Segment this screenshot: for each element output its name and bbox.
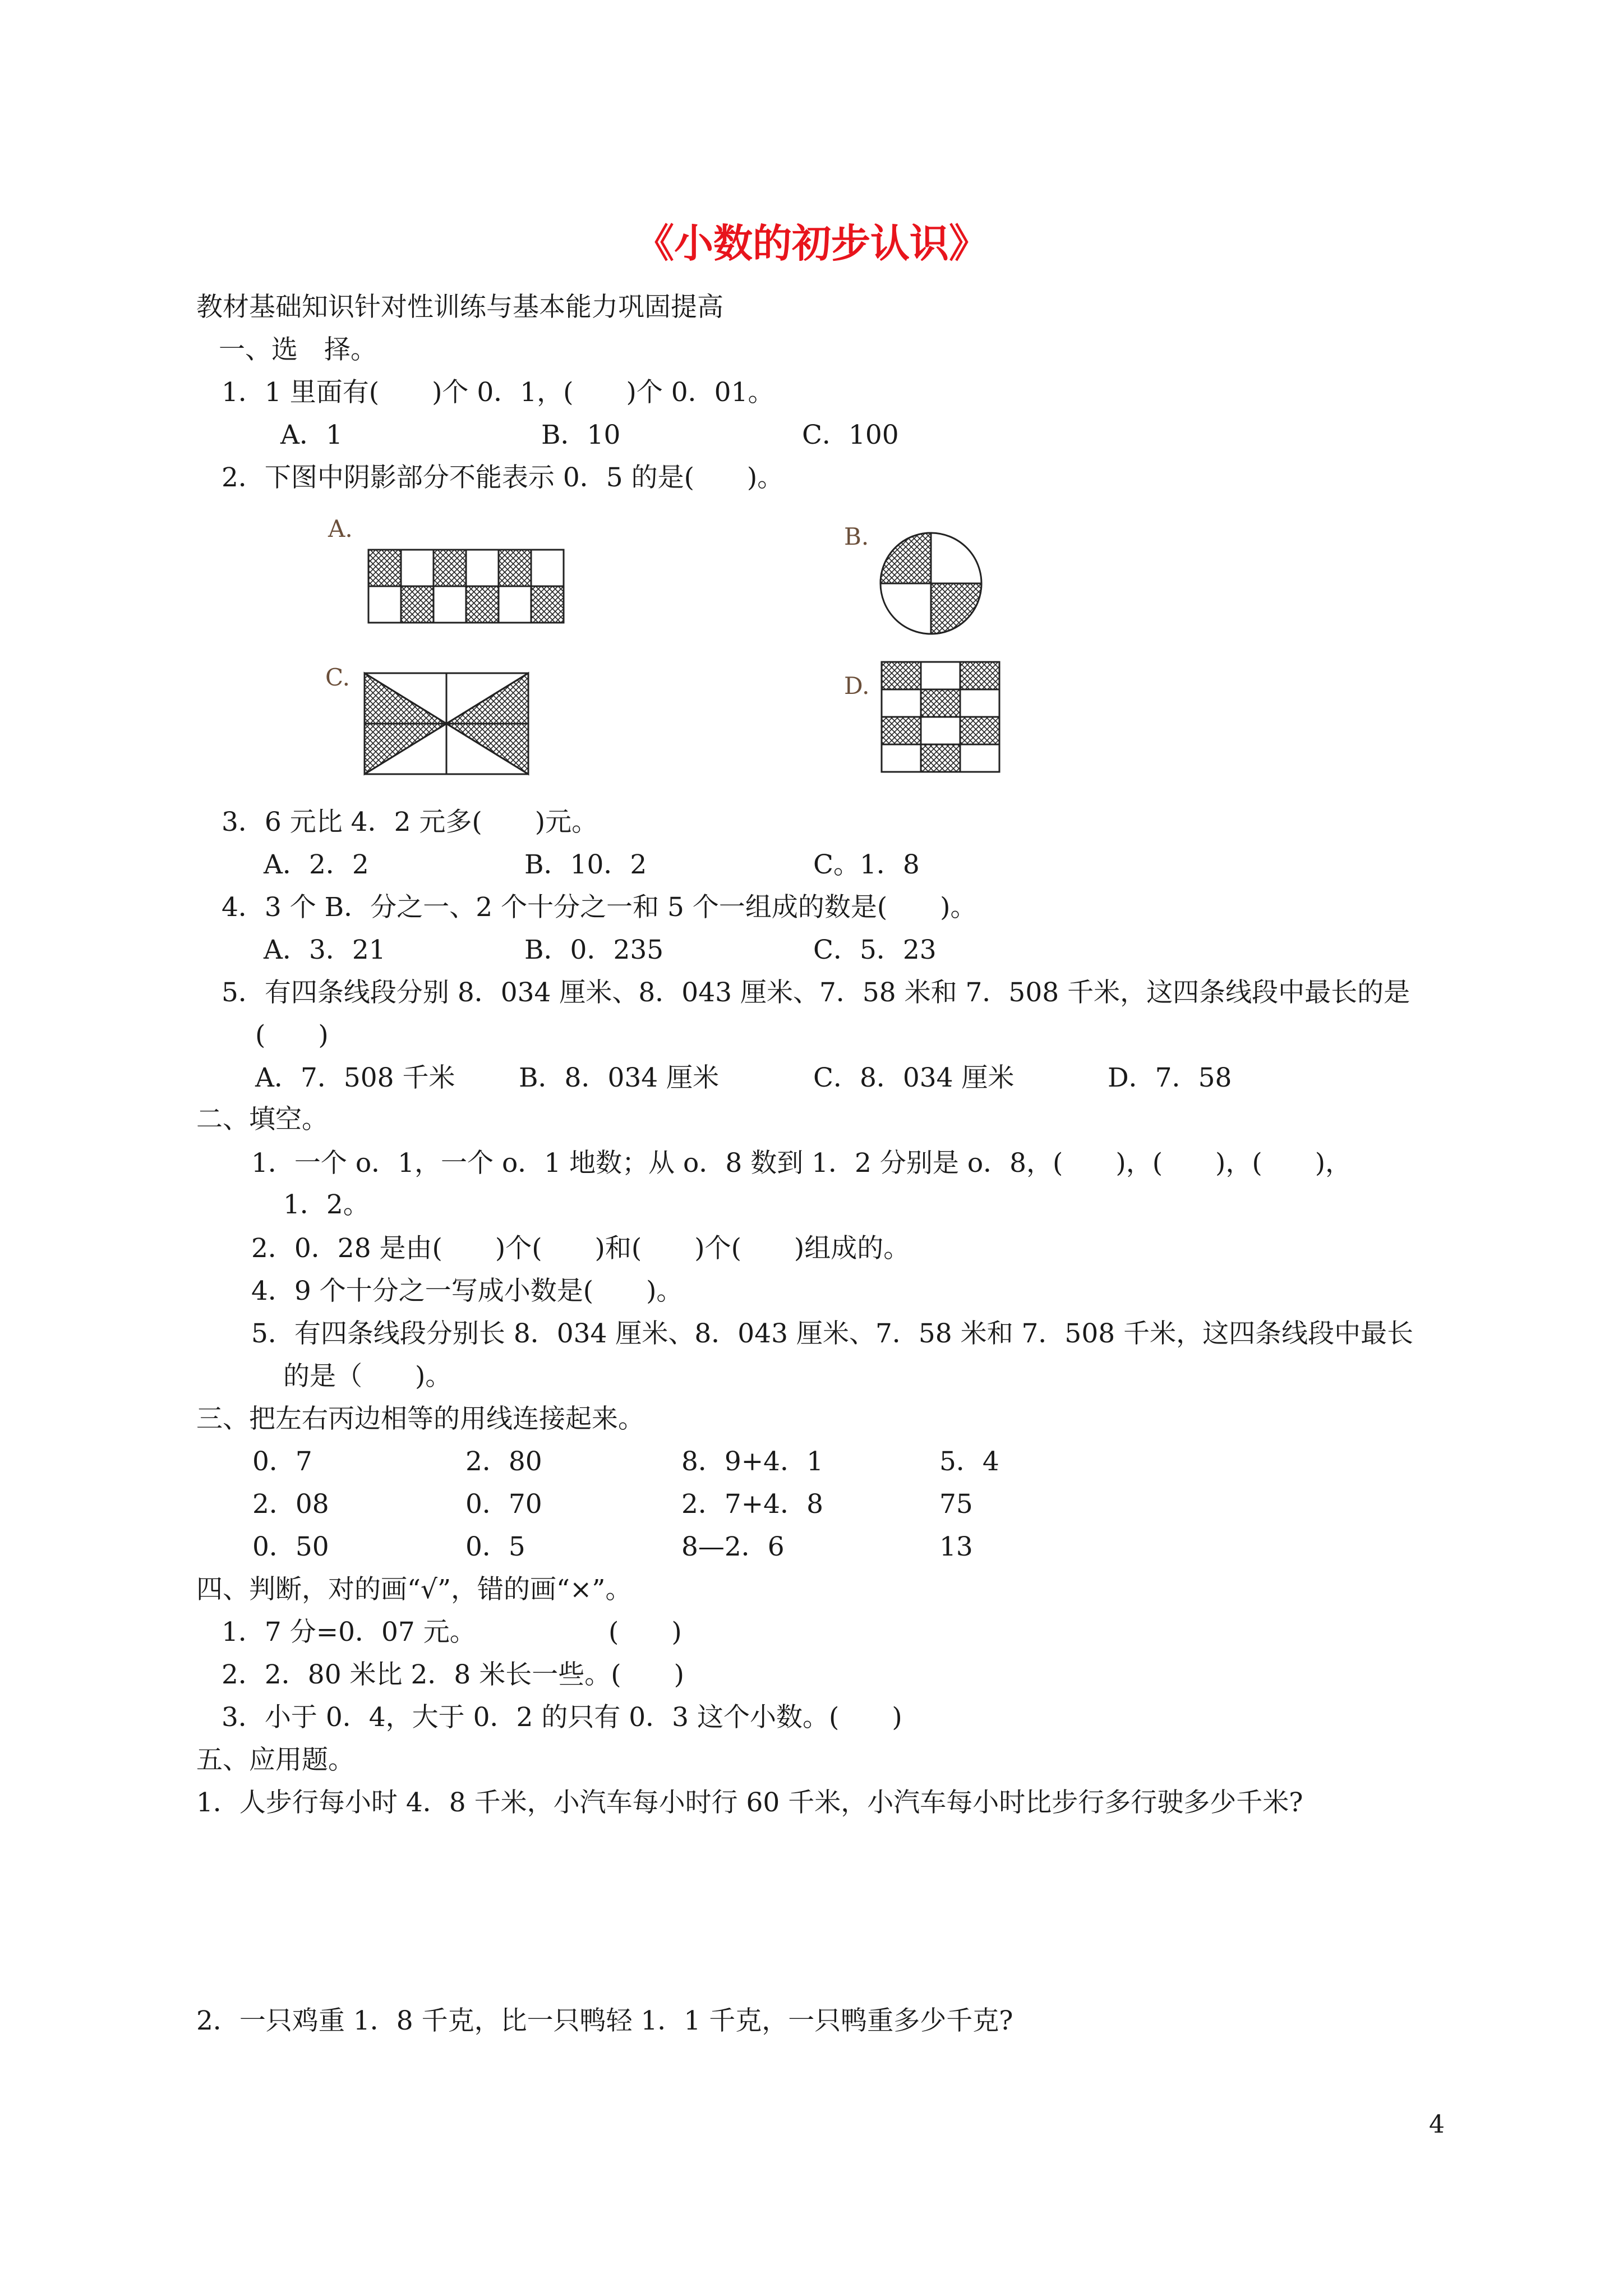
match-cell: 5．4 bbox=[939, 1446, 999, 1477]
question-5-blank: ( ) bbox=[255, 1020, 329, 1051]
figure-c bbox=[365, 673, 528, 774]
section1-heading: 一、选 择。 bbox=[219, 334, 377, 365]
match-cell: 0．5 bbox=[465, 1531, 525, 1562]
word-problem-1: 1．人步行每小时 4．8 千米，小汽车每小时行 60 千米，小汽车每小时比步行多行驶多少千米? bbox=[196, 1787, 1303, 1818]
section3-heading: 三、把左右丙边相等的用线连接起来。 bbox=[196, 1404, 644, 1434]
fill-item-1: 1．一个 o．1，一个 o．1 地数；从 o．8 数到 1．2 分别是 o．8，( )，( )，( )， bbox=[251, 1148, 1352, 1179]
question-1: 1．1 里面有( )个 0．1，( )个 0．01。 bbox=[222, 377, 774, 408]
q4-option-a: A．3．21 bbox=[264, 935, 386, 965]
match-cell: 2．80 bbox=[465, 1446, 542, 1477]
q3-option-c: C。1．8 bbox=[813, 849, 920, 880]
q5-option-d: D．7．58 bbox=[1108, 1062, 1232, 1093]
figure-c-label: C. bbox=[325, 664, 350, 691]
word-problem-2: 2．一只鸡重 1．8 千克，比一只鸭轻 1．1 千克，一只鸭重多少千克? bbox=[196, 2005, 1013, 2036]
match-cell: 13 bbox=[939, 1531, 973, 1562]
figure-b bbox=[880, 533, 981, 634]
fill-item-5: 5．有四条线段分别长 8．034 厘米、8．043 厘米、7．58 米和 7．508 千米，这四条线段中最长 bbox=[251, 1318, 1414, 1349]
q4-option-c: C．5．23 bbox=[813, 935, 937, 965]
section4-heading: 四、判断，对的画“√”，错的画“×”。 bbox=[196, 1574, 632, 1605]
page-title: 《小数的初步认识》 bbox=[635, 220, 988, 266]
question-5: 5．有四条线段分别 8．034 厘米、8．043 厘米、7．58 米和 7．508 千米，这四条线段中最长的是 bbox=[222, 977, 1410, 1008]
match-cell: 75 bbox=[939, 1489, 973, 1520]
match-cell: 0．50 bbox=[252, 1531, 329, 1562]
question-3: 3．6 元比 4．2 元多( )元。 bbox=[222, 807, 598, 838]
match-cell: 0．7 bbox=[252, 1446, 312, 1477]
q3-option-a: A．2．2 bbox=[264, 849, 369, 880]
q4-option-b: B．0．235 bbox=[524, 935, 664, 965]
match-cell: 2．7+4．8 bbox=[681, 1489, 823, 1520]
fill-item-2: 2．0．28 是由( )个( )和( )个( )组成的。 bbox=[251, 1233, 910, 1264]
figure-a bbox=[368, 550, 564, 623]
figures-svg bbox=[0, 0, 1623, 797]
match-cell: 8．9+4．1 bbox=[681, 1446, 823, 1477]
figure-a-label: A. bbox=[328, 515, 353, 542]
q5-option-c: C．8．034 厘米 bbox=[813, 1062, 1015, 1093]
page-number: 4 bbox=[1429, 2110, 1445, 2139]
q5-option-a: A．7．508 千米 bbox=[255, 1062, 455, 1093]
question-2: 2．下图中阴影部分不能表示 0．5 的是( )。 bbox=[222, 462, 784, 493]
q1-option-a: A．1 bbox=[280, 420, 343, 450]
fill-item-5-cont: 的是（ )。 bbox=[283, 1361, 452, 1392]
match-cell: 8—2．6 bbox=[681, 1531, 785, 1562]
judge-item-1: 1．7 分=0．07 元。 bbox=[222, 1617, 476, 1648]
q3-option-b: B．10．2 bbox=[524, 849, 647, 880]
match-cell: 0．70 bbox=[465, 1489, 542, 1520]
section5-heading: 五、应用题。 bbox=[196, 1745, 354, 1775]
fill-item-4: 4．9 个十分之一写成小数是( )。 bbox=[251, 1276, 683, 1306]
fill-item-1-cont: 1．2。 bbox=[283, 1189, 370, 1220]
q1-option-b: B．10 bbox=[541, 420, 621, 450]
figure-d-label: D. bbox=[844, 672, 870, 700]
judge-item-3: 3．小于 0．4，大于 0．2 的只有 0．3 这个小数。( ) bbox=[222, 1702, 902, 1733]
section2-heading: 二、填空。 bbox=[196, 1104, 328, 1135]
figure-d bbox=[882, 662, 999, 772]
question-4: 4．3 个 B．分之一、2 个十分之一和 5 个一组成的数是( )。 bbox=[222, 892, 977, 923]
subtitle: 教材基础知识针对性训练与基本能力巩固提高 bbox=[196, 292, 723, 323]
figure-b-label: B. bbox=[844, 523, 869, 550]
match-cell: 2．08 bbox=[252, 1489, 329, 1520]
judge-item-1-blank: ( ) bbox=[608, 1617, 682, 1648]
judge-item-2: 2．2．80 米比 2．8 米长一些。( ) bbox=[222, 1659, 684, 1690]
q1-option-c: C．100 bbox=[802, 420, 899, 450]
q5-option-b: B．8．034 厘米 bbox=[519, 1062, 720, 1093]
